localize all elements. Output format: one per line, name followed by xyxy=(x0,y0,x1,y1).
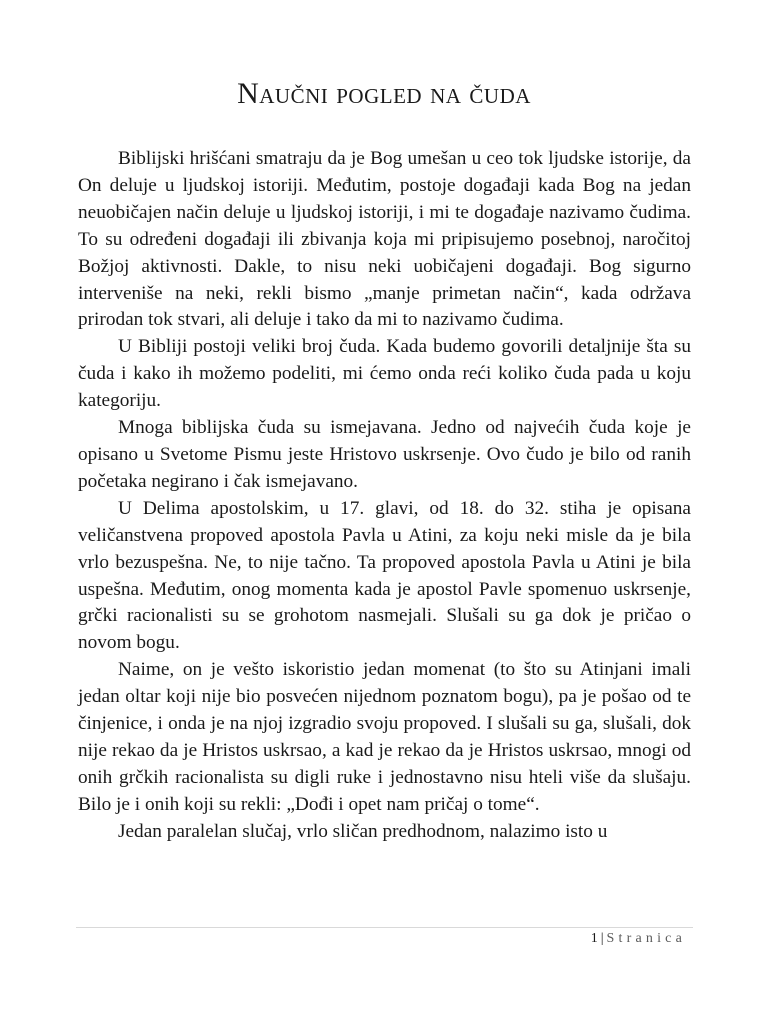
footer-separator: | xyxy=(600,931,604,946)
page-label: Stranica xyxy=(606,931,686,946)
paragraph-1: Biblijski hrišćani smatraju da je Bog umešan u ceo tok ljudske istorije, da On deluje u ljudskoj istoriji. Međutim, postoje događaji kada Bog na jedan neuobičajen način deluje u ljudskoj istoriji, i mi te događaje nazivamo čudima. To su određeni događaji ili zbivanja koja mi pripisujemo posebnoj, naročitoj Božjoj aktivnosti. Dakle, to nisu neki uobičajeni događaji. Bog sigurno interveniše na neki, rekli bismo „manje primetan način“, kada održava prirodan tok stvari, ali deluje i tako da mi to nazivamo čudima. xyxy=(78,148,691,331)
paragraph-6: Jedan paralelan slučaj, vrlo sličan predhodnom, nalazimo isto u xyxy=(118,820,608,842)
page-footer xyxy=(76,930,686,948)
page-number: 1 xyxy=(590,931,598,946)
paragraph-3: Mnoga biblijska čuda su ismejavana. Jedno od najvećih čuda koje je opisano u Svetome Pismu jeste Hristovo uskrsenje. Ovo čudo je bilo od ranih početaka negirano i čak ismejavano. xyxy=(78,417,691,492)
footer-divider xyxy=(76,927,693,928)
paragraph-2: U Bibliji postoji veliki broj čuda. Kada budemo govorili detaljnije šta su čuda i kako ih možemo podeliti, mi ćemo onda reći koliko čuda pada u koju kategoriju. xyxy=(78,336,691,412)
paragraph-5: Naime, on je vešto iskoristio jedan momenat (to što su Atinjani imali jedan oltar koji nije bio posvećen nijednom poznatom bogu), pa je pošao od te činjenice, i onda je na njoj izgradio svoju propoved. I slušali su ga, slušali, dok nije rekao da je Hristos uskrsao, a kad je rekao da je Hristos uskrsao, mnogi od onih grčkih racionalista su digli ruke i jednostavno nisu hteli više da slušaju. Bilo je i onih koji su rekli: „Dođi i opet nam pričaj o tome“. xyxy=(78,659,691,815)
page-title: Naučni pogled na čuda xyxy=(237,77,531,110)
body-text xyxy=(78,146,691,846)
paragraph-4: U Delima apostolskim, u 17. glavi, od 18. do 32. stiha je opisana veličanstvena propoved apostola Pavla u Atini, za koju neki misle da je bila vrlo bezuspešna. Ne, to nije tačno. Ta propoved apostola Pavla u Atini je bila uspešna. Međutim, onog momenta kada je apostol Pavle spomenuo uskrsenje, grčki racionalisti su se grohotom nasmejali. Slušali su ga dok je pričao o novom bogu. xyxy=(78,497,691,654)
